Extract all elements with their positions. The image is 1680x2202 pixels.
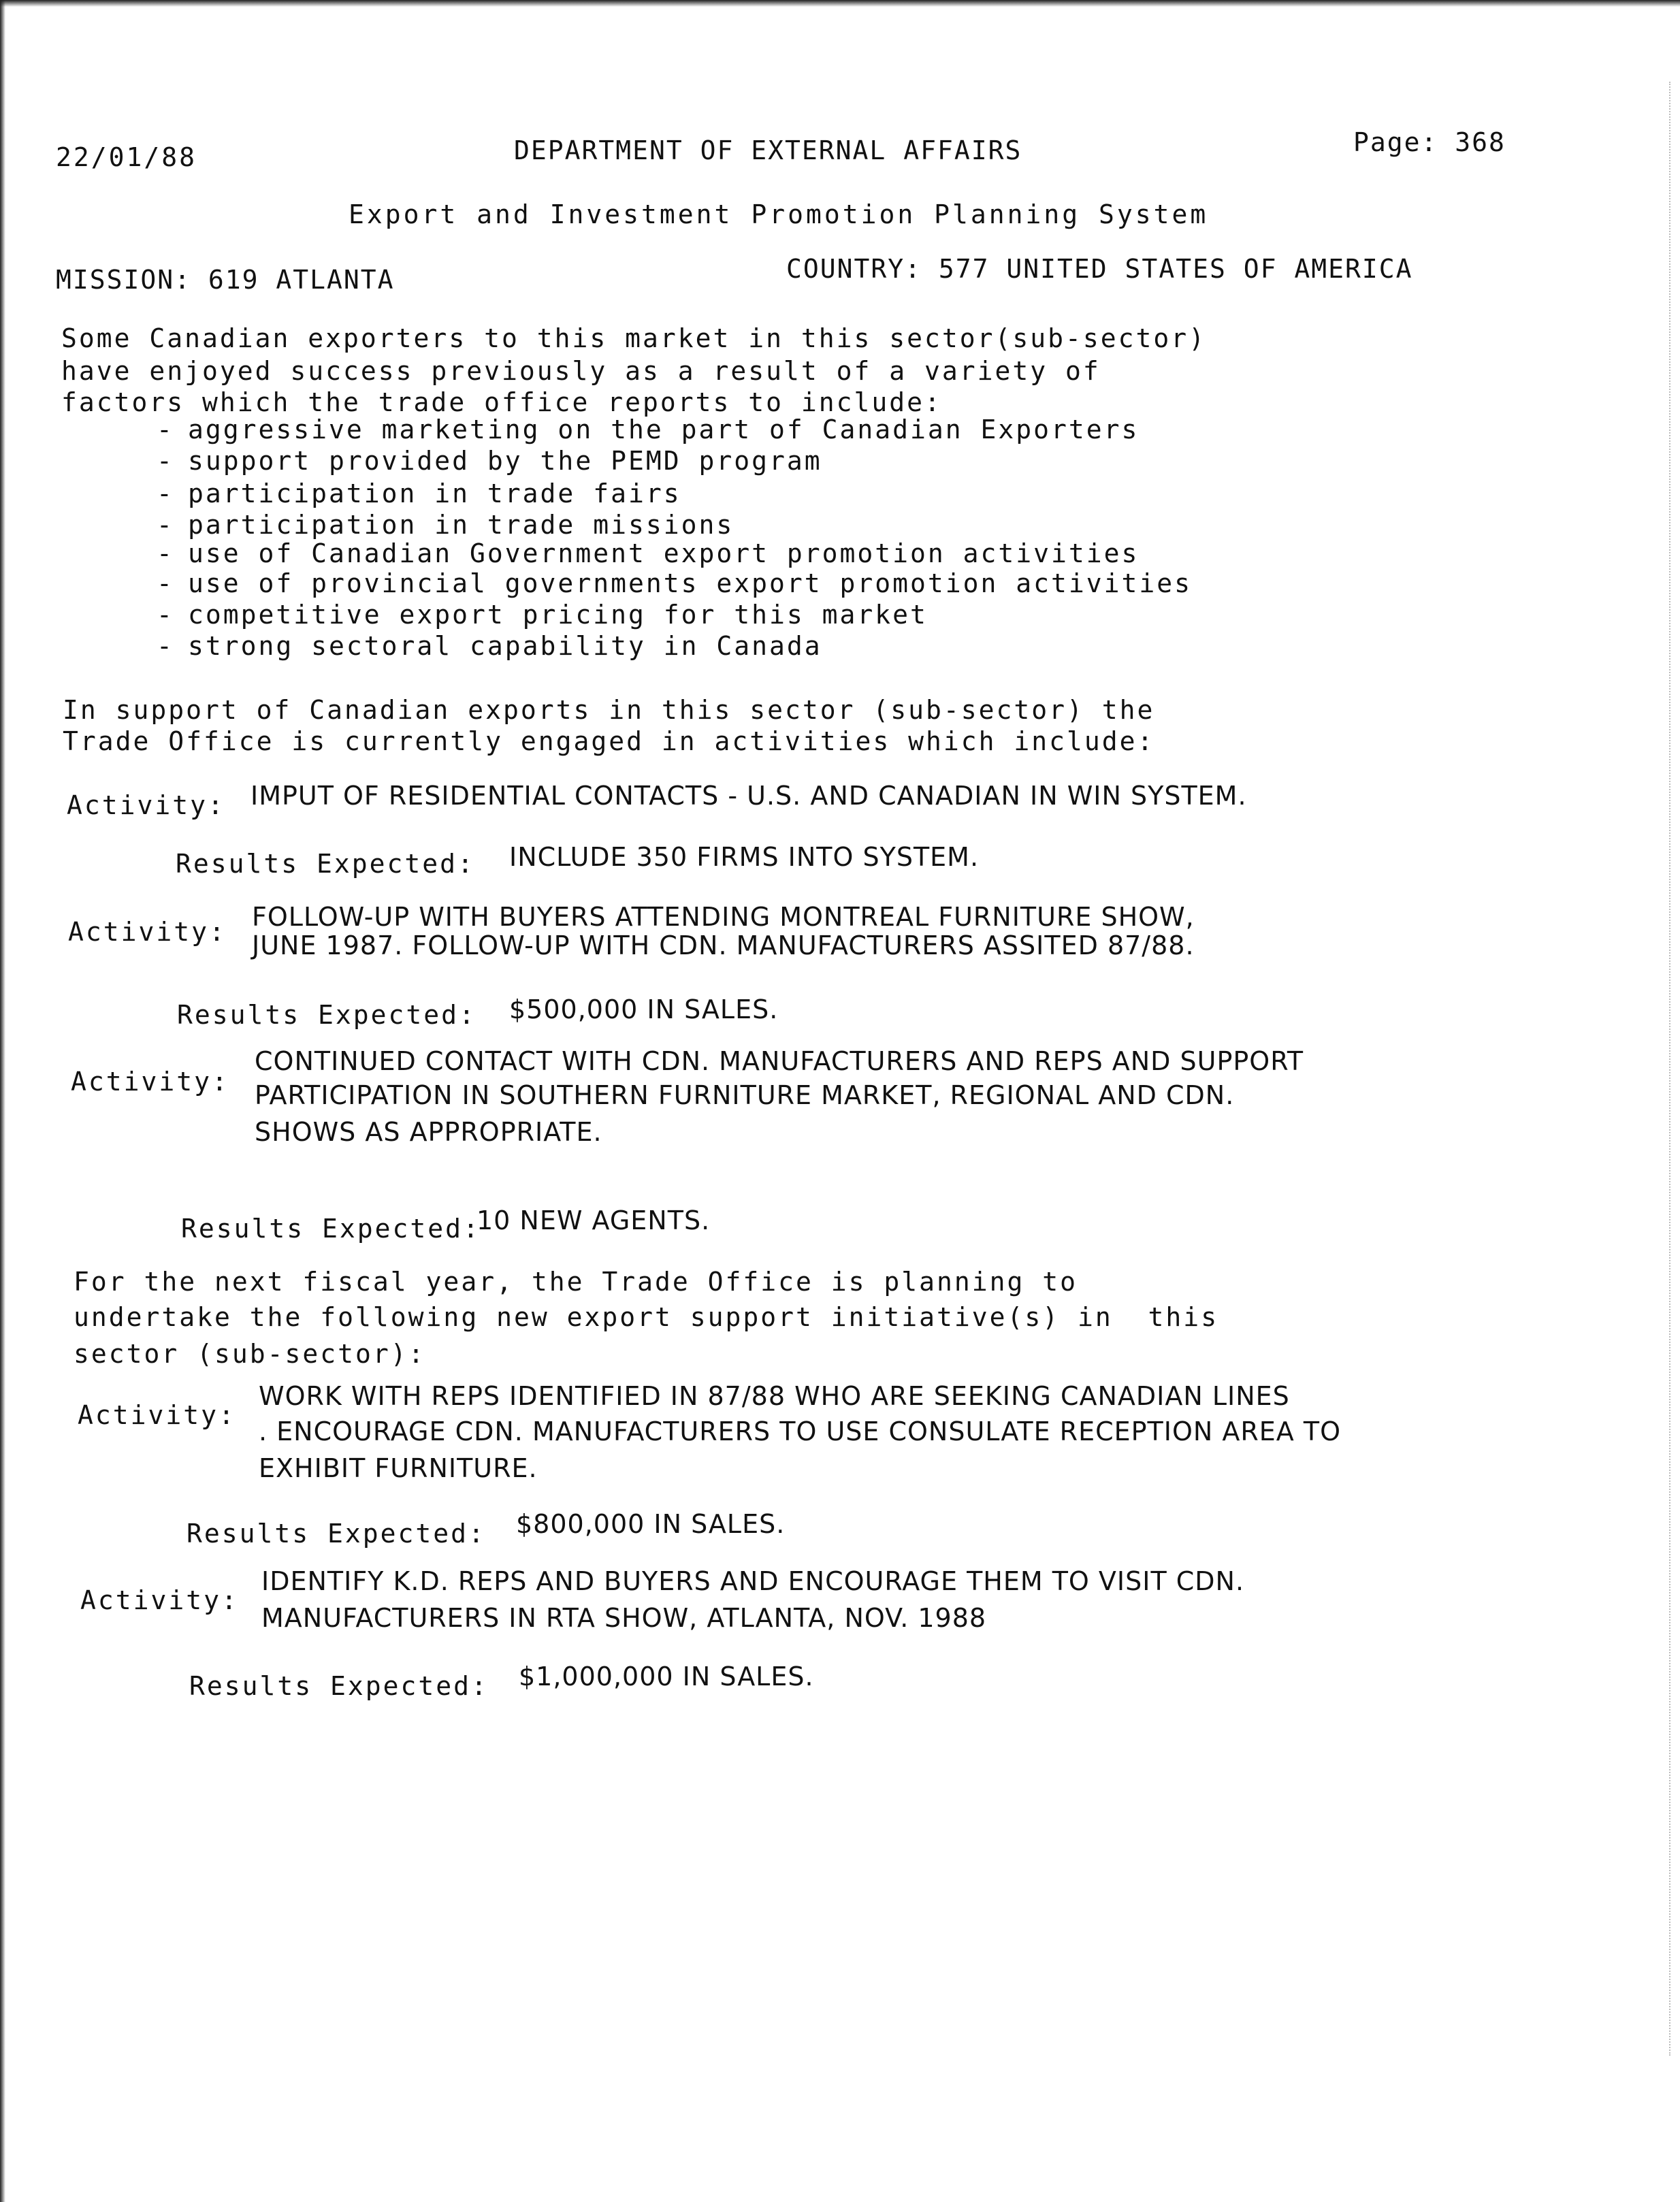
activity-text: . ENCOURAGE CDN. MANUFACTURERS TO USE CONSULATE RECEPTION AREA TO — [259, 1416, 1341, 1446]
scan-edge-left — [0, 0, 5, 2202]
activity-text: MANUFACTURERS IN RTA SHOW, ATLANTA, NOV. 1988 — [261, 1603, 987, 1633]
results-label: Results Expected: — [177, 1000, 476, 1030]
activity-text: PARTICIPATION IN SOUTHERN FURNITURE MARKET, REGIONAL AND CDN. — [255, 1080, 1235, 1110]
results-label: Results Expected: — [187, 1519, 486, 1549]
scan-edge-right — [1668, 82, 1670, 2056]
department-name: DEPARTMENT OF EXTERNAL AFFAIRS — [514, 135, 1022, 165]
results-value: INCLUDE 350 FIRMS INTO SYSTEM. — [509, 842, 980, 872]
factor-item: - competitive export pricing for this market — [157, 600, 928, 630]
activity-label: Activity: — [67, 790, 225, 820]
factor-item: - participation in trade missions — [157, 510, 734, 540]
activity-text: JUNE 1987. FOLLOW-UP WITH CDN. MANUFACTURERS ASSITED 87/88. — [252, 930, 1195, 960]
mission-line: MISSION: 619 ATLANTA — [56, 265, 395, 295]
factor-item: - participation in trade fairs — [157, 479, 681, 508]
activity-text: CONTINUED CONTACT WITH CDN. MANUFACTURERS AND REPS AND SUPPORT — [255, 1046, 1304, 1076]
activity-label: Activity: — [80, 1585, 239, 1615]
results-label: Results Expected: — [181, 1214, 481, 1244]
activity-text: IMPUT OF RESIDENTIAL CONTACTS - U.S. AND CANADIAN IN WIN SYSTEM. — [251, 781, 1247, 811]
results-label: Results Expected: — [176, 849, 475, 879]
factor-item: - strong sectoral capability in Canada — [157, 631, 822, 661]
current-intro-line-1: In support of Canadian exports in this sector (sub-sector) the — [63, 695, 1155, 725]
factor-item: - support provided by the PEMD program — [157, 446, 822, 476]
results-label: Results Expected: — [189, 1671, 489, 1701]
activity-text: SHOWS AS APPROPRIATE. — [255, 1117, 602, 1147]
activity-text: IDENTIFY K.D. REPS AND BUYERS AND ENCOURAGE THEM TO VISIT CDN. — [261, 1566, 1245, 1596]
next-year-line-1: For the next fiscal year, the Trade Office is planning to — [74, 1267, 1078, 1297]
intro-line-1: Some Canadian exporters to this market in this sector(sub-sector) — [61, 323, 1207, 353]
current-intro-line-2: Trade Office is currently engaged in activities which include: — [63, 726, 1155, 756]
intro-line-3: factors which the trade office reports to include: — [61, 387, 942, 417]
results-value: $1,000,000 IN SALES. — [519, 1662, 814, 1691]
intro-line-2: have enjoyed success previously as a result of a variety of — [61, 356, 1101, 386]
activity-label: Activity: — [78, 1400, 236, 1430]
country-line: COUNTRY: 577 UNITED STATES OF AMERICA — [786, 254, 1413, 284]
activity-text: WORK WITH REPS IDENTIFIED IN 87/88 WHO ARE SEEKING CANADIAN LINES — [259, 1381, 1290, 1411]
activity-label: Activity: — [71, 1067, 229, 1097]
page-number: Page: 368 — [1353, 127, 1506, 157]
report-date: 22/01/88 — [56, 142, 197, 172]
system-title: Export and Investment Promotion Planning System — [349, 199, 1209, 229]
factor-item: - use of Canadian Government export promotion activities — [157, 538, 1140, 568]
factor-item: - use of provincial governments export promotion activities — [157, 568, 1193, 598]
results-value: $500,000 IN SALES. — [509, 994, 779, 1024]
activity-text: EXHIBIT FURNITURE. — [259, 1453, 538, 1483]
factor-item: - aggressive marketing on the part of Canadian Exporters — [157, 415, 1140, 444]
activity-text: FOLLOW-UP WITH BUYERS ATTENDING MONTREAL FURNITURE SHOW, — [252, 902, 1195, 932]
scan-edge-top — [0, 0, 1680, 7]
results-value: $800,000 IN SALES. — [516, 1509, 786, 1539]
next-year-line-2: undertake the following new export support initiative(s) in this — [74, 1302, 1219, 1332]
next-year-line-3: sector (sub-sector): — [74, 1339, 426, 1369]
results-value: 10 NEW AGENTS. — [476, 1205, 711, 1235]
activity-label: Activity: — [68, 917, 227, 947]
